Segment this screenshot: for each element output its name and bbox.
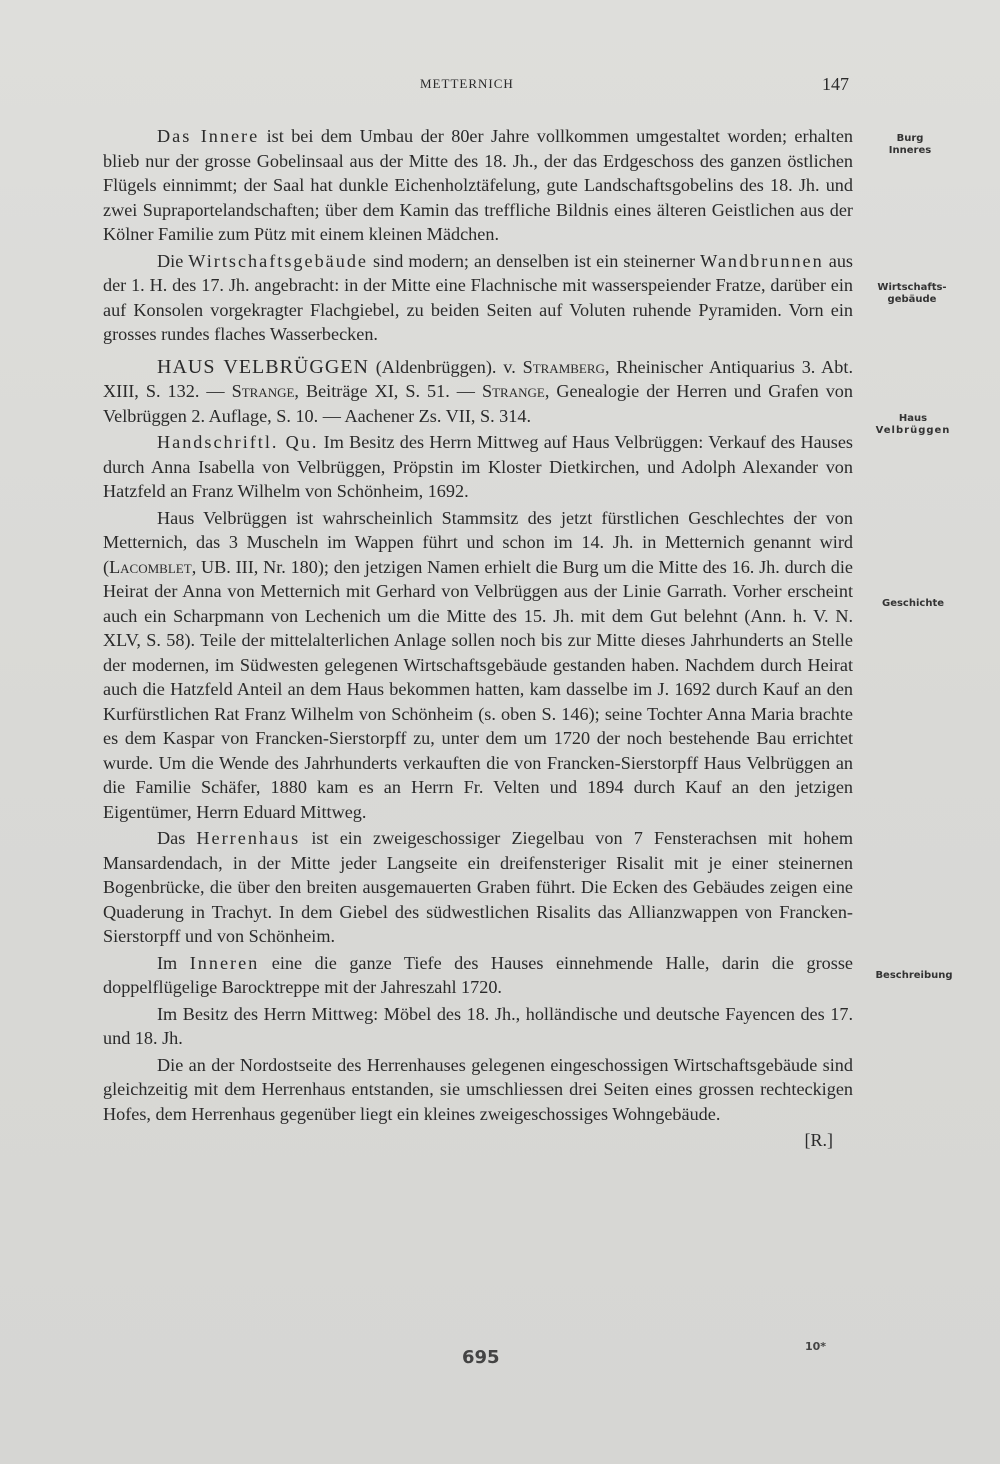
margin-note-line: gebäude: [887, 294, 937, 305]
author-name: Strange: [231, 381, 295, 401]
paragraph-text: aus der 1. H. des 17. Jh. angebracht: in der Mitte eine Flachnische mit wasserspeiender Fratze, darüber ein auf Konsolen vorgekragter Flachgiebel, zu beiden Seiten auf Voluten ruhende Pyramiden. Vorn ein grosses rundes flaches Wasserbecken.: [103, 250, 853, 344]
author-name: Stramberg: [522, 356, 605, 377]
margin-note-line: Geschichte: [881, 598, 945, 609]
lead-term: Wandbrunnen: [700, 250, 824, 271]
lead-term: Inneren: [189, 952, 260, 973]
section-title: HAUS VELBRÜGGEN: [157, 355, 369, 378]
paragraph-text: Im: [157, 952, 190, 973]
paragraph-inneres: [103, 124, 853, 247]
lead-term: Handschriftl. Qu.: [157, 432, 319, 452]
margin-note-line: Inneres: [888, 145, 932, 156]
paragraph-nebengebaeude: [103, 1053, 853, 1127]
sheet-number: 695: [462, 1347, 500, 1368]
paragraph-haus-velbrueggen: [103, 355, 853, 429]
paragraph-text: Die: [157, 250, 189, 271]
paragraph-text: eine die ganze Tiefe des Hauses einnehmende Halle, darin die grosse doppelflügelige Barocktreppe mit der Jahreszahl 1720.: [103, 952, 853, 997]
lead-term: Herrenhaus: [196, 828, 301, 848]
paragraph-text: Das: [157, 828, 197, 848]
signature-mark: 10*: [805, 1340, 827, 1353]
page-number: 147: [822, 74, 849, 94]
paragraph-besitz: [103, 1002, 853, 1051]
margin-note-geschichte: [868, 598, 958, 610]
margin-note-line: Burg: [896, 133, 924, 144]
paragraph-text: Im Besitz des Herrn Mittweg: Möbel des 18. Jh., holländische und deutsche Fayencen des 17. und 18. Jh.: [103, 1003, 853, 1048]
paragraph-text: sind modern; an denselben ist ein steinerner: [368, 250, 701, 271]
margin-note-line: Velbrüggen: [875, 425, 951, 436]
author-signature: [R.]: [804, 1130, 833, 1150]
paragraph-text: ist ein zweigeschossiger Ziegelbau von 7 Fensterachsen mit hohem Mansardendach, in der Mitte jeder Langseite ein dreifensteriger Risalit mit je einer steinernen Bogenbrücke, die über den breiten ausgemauerten Graben führt. Die Ecken des Gebäudes zeigen eine Quaderung in Trachyt. In dem Giebel des südwestlichen Risalits das Allianzwappen von Francken-Sierstorpff und von Schönheim.: [103, 828, 853, 946]
margin-note-beschreibung: [864, 970, 964, 982]
paragraph-herrenhaus: [103, 826, 853, 949]
author-name: Strange: [481, 381, 545, 401]
margin-note-line: Haus: [898, 413, 928, 424]
margin-note-line: Wirtschafts-: [877, 282, 947, 293]
lead-term: Das Innere: [157, 126, 260, 146]
paragraph-text: ist bei dem Umbau der 80er Jahre vollkommen umgestaltet worden; erhalten blieb nur der grosse Gobelinsaal aus der Mitte des 18. Jh., der das Erdgeschoss des ganzen östlichen Flügels einnimmt; der Saal hat dunkle Eichenholztäfelung, gute Landschaftsgobelins des 18. Jh. und zwei Supraportelandschaften; über dem Kamin das treffliche Bildnis eines älteren Geistlichen aus der Kölner Familie zum Pütz mit einem kleinen Mädchen.: [103, 126, 854, 244]
author-name: Lacomblet: [109, 556, 192, 577]
paragraph-text: Die an der Nordostseite des Herrenhauses gelegenen eingeschossigen Wirtschaftsgebäude sind gleichzeitig mit dem Herrenhaus entstanden, sie umschliessen drei Seiten eines grossen rechteckigen Hofes, dem Herrenhaus gegenüber liegt ein kleines zweigeschossiges Wohngebäude.: [103, 1054, 853, 1124]
paragraph-text: , Beiträge XI, S. 51. —: [294, 381, 482, 401]
margin-note-burg-inneres: [880, 133, 940, 157]
paragraph-text: Haus Velbrüggen ist wahrscheinlich Stammsitz des jetzt fürstlichen Geschlechtes der von Metternich, das 3 Muscheln im Wappen führt und schon im 14. Jh. in Metternich genannt wird (: [103, 507, 853, 577]
margin-note-wirtschaftsgebaeude: [872, 282, 952, 306]
margin-note-haus-velbrueggen: [858, 413, 968, 437]
paragraph-inneren: [103, 951, 853, 1000]
paragraph-text: (Aldenbrüggen). v.: [368, 356, 523, 377]
body-text: [103, 124, 853, 1153]
paragraph-text: , UB. III, Nr. 180); den jetzigen Namen erhielt die Burg um die Mitte des 16. Jh. durch die Heirat der Anna von Metternich mit Gerhard von Velbrüggen aus der Linie Garrath. Vorher erscheint auch ein Scharpmann von Lechenich um die Mitte des 15. Jh. mit dem Gut belehnt (Ann. h. V. N. XLV, S. 58). Teile der mittelalterlichen Anlage sollen noch bis zur Mitte dieses Jahrhunderts an Stelle der modernen, im Südwesten gelegenen Wirtschaftsgebäude gestanden haben. Nachdem durch Heirat auch die Hatzfeld Anteil an dem Haus bekommen hatten, kam dasselbe im J. 1692 durch Kauf an den Kurfürstlichen Rat Franz Wilhelm von Schönheim (s. oben S. 146); seine Tochter Anna Maria brachte es dem Kaspar von Francken-Sierstorpff zu, unter dem um 1720 der noch bestehende Bau errichtet wurde. Um die Wende des Jahrhunderts verkauften die von Francken-Sierstorpff Haus Velbrüggen an die Familie Schäfer, 1880 kam es an Herrn Fr. Velten und 1894 durch Kauf an den jetzigen Eigentümer, Herrn Eduard Mittweg.: [103, 556, 853, 822]
lead-term: Wirtschaftsgebäude: [188, 250, 368, 271]
paragraph-text: Im Besitz des Herrn Mittweg auf Haus Velbrüggen: Verkauf des Hauses durch Anna Isabella von Velbrüggen, Pröpstin im Kloster Dietkirchen, und Adolph Alexander von Hatzfeld an Franz Wilhelm von Schönheim, 1692.: [103, 432, 853, 501]
paragraph-text: , Rheinischer Antiquarius 3. Abt. XIII, S. 132. —: [103, 356, 853, 401]
paragraph-geschichte: [103, 506, 853, 825]
paragraph-text: , Genealogie der Herren und Grafen von Velbrüggen 2. Auflage, S. 10. — Aachener Zs. VII, S. 314.: [103, 381, 853, 426]
paragraph-wirtschaftsgebaeude: [103, 249, 853, 347]
running-head: METTERNICH: [420, 76, 514, 91]
paragraph-handschriftl: [103, 430, 853, 504]
margin-note-line: Beschreibung: [875, 970, 953, 981]
